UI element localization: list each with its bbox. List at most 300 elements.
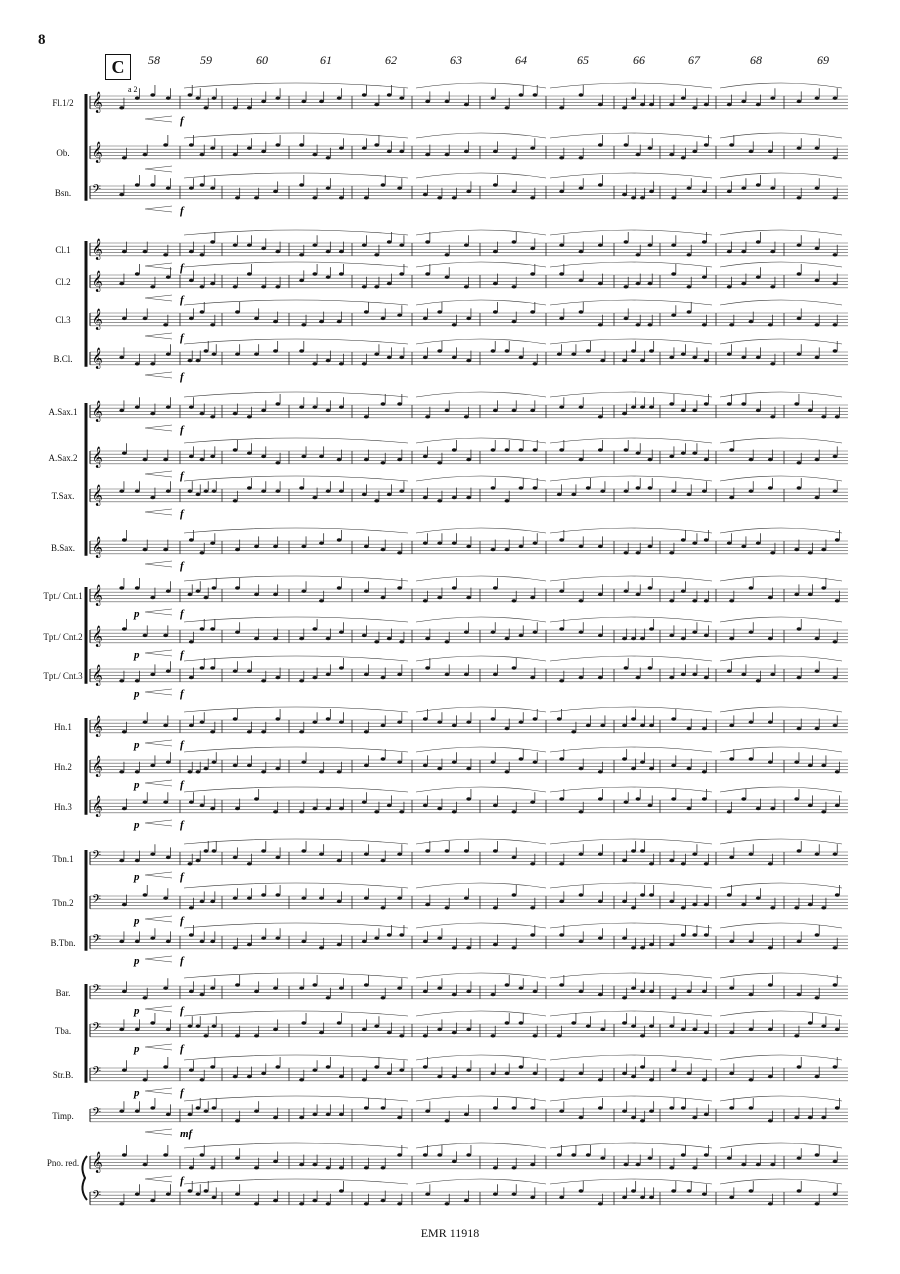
slur [184, 300, 408, 305]
notehead [235, 586, 240, 589]
notehead [210, 1065, 215, 1068]
notehead [299, 987, 304, 990]
notehead [579, 810, 584, 813]
treble-clef: 𝄞 [92, 1152, 103, 1173]
notehead [261, 285, 266, 288]
notehead [399, 640, 404, 643]
notehead [445, 100, 450, 103]
notehead [681, 1028, 686, 1031]
instrument-label: B.Sax. [50, 543, 75, 553]
notehead [387, 493, 392, 496]
crescendo-hairpin [145, 295, 172, 301]
notehead [464, 244, 469, 247]
notehead [364, 196, 369, 199]
notehead [815, 279, 820, 282]
notehead [381, 402, 386, 405]
notehead [423, 940, 428, 943]
notehead [579, 156, 584, 159]
notehead [196, 493, 201, 496]
instrument-label: Cl.3 [55, 315, 71, 325]
notehead [204, 349, 209, 352]
notehead [491, 548, 496, 551]
notehead [452, 761, 457, 764]
notehead [636, 593, 641, 596]
notehead [235, 1157, 240, 1160]
slur [416, 787, 546, 792]
notehead [466, 190, 471, 193]
notehead [559, 627, 564, 630]
notehead [437, 349, 442, 352]
notehead [636, 452, 641, 455]
notehead [631, 196, 636, 199]
notehead [833, 97, 838, 100]
notehead [210, 730, 215, 733]
notehead [466, 797, 471, 800]
notehead [301, 761, 306, 764]
notehead [559, 272, 564, 275]
notehead [374, 285, 379, 288]
notehead [188, 1025, 193, 1028]
notehead [339, 490, 344, 493]
notehead [374, 103, 379, 106]
notehead [166, 761, 171, 764]
notehead [571, 353, 576, 356]
notehead [275, 461, 280, 464]
notehead [808, 804, 813, 807]
instrument-label: A.Sax.2 [48, 453, 78, 463]
slur [720, 133, 842, 138]
notehead [189, 801, 194, 804]
notehead [649, 1025, 654, 1028]
notehead [729, 1031, 734, 1034]
notehead [702, 1078, 707, 1081]
notehead [364, 983, 369, 986]
notehead [649, 349, 654, 352]
notehead [622, 1072, 627, 1075]
notehead [299, 1163, 304, 1166]
notehead [339, 807, 344, 810]
notehead [559, 106, 564, 109]
bass-clef: 𝄢 [92, 1021, 102, 1037]
notehead [797, 940, 802, 943]
notehead [261, 849, 266, 852]
measure-number-63: 63 [450, 53, 462, 67]
notehead [505, 448, 510, 451]
notehead [600, 724, 605, 727]
notehead [339, 250, 344, 253]
notehead [493, 282, 498, 285]
notehead [374, 937, 379, 940]
notehead [797, 1189, 802, 1192]
crescendo-hairpin [145, 689, 172, 695]
notehead [512, 320, 517, 323]
notehead [247, 1075, 252, 1078]
notehead [261, 893, 266, 896]
notehead [749, 757, 754, 760]
notehead [437, 987, 442, 990]
notehead [624, 490, 629, 493]
notehead [729, 323, 734, 326]
notehead [135, 859, 140, 862]
notehead [530, 906, 535, 909]
notehead [622, 757, 627, 760]
notehead [150, 596, 155, 599]
notehead [275, 717, 280, 720]
slur [720, 707, 842, 712]
notehead [649, 990, 654, 993]
slur [184, 839, 408, 844]
notehead [150, 285, 155, 288]
notehead [648, 1157, 653, 1160]
notehead [768, 1119, 773, 1122]
slur [550, 656, 712, 661]
notehead [530, 1163, 535, 1166]
notehead [374, 499, 379, 502]
notehead [586, 1025, 591, 1028]
notehead [437, 461, 442, 464]
notehead [464, 897, 469, 900]
notehead [579, 631, 584, 634]
notehead [729, 724, 734, 727]
notehead [364, 1202, 369, 1205]
notehead [598, 448, 603, 451]
notehead [210, 455, 215, 458]
notehead [631, 97, 636, 100]
notehead [649, 862, 654, 865]
treble-clef: 𝄞 [92, 271, 103, 292]
notehead [425, 849, 430, 852]
notehead [189, 676, 194, 679]
notehead [423, 1153, 428, 1156]
notehead [122, 627, 127, 630]
notehead [425, 1110, 430, 1113]
notehead [579, 310, 584, 313]
notehead [235, 807, 240, 810]
notehead [533, 717, 538, 720]
notehead [399, 1069, 404, 1072]
slur [184, 339, 408, 344]
dynamic-marking: f [180, 779, 184, 791]
notehead [729, 1072, 734, 1075]
notehead [519, 93, 524, 96]
notehead [466, 317, 471, 320]
notehead [729, 143, 734, 146]
slur [720, 1011, 842, 1016]
notehead [622, 900, 627, 903]
notehead [530, 310, 535, 313]
dynamic-marking: f [180, 649, 184, 661]
notehead [464, 631, 469, 634]
notehead [437, 499, 442, 502]
notehead [337, 538, 342, 541]
notehead [247, 106, 252, 109]
slur [184, 133, 408, 138]
notehead [452, 1075, 457, 1078]
notehead [833, 1160, 838, 1163]
notehead [598, 770, 603, 773]
notehead [815, 458, 820, 461]
notehead [749, 631, 754, 634]
notehead [261, 409, 266, 412]
instrument-label: Tbn.1 [52, 854, 74, 864]
notehead [649, 190, 654, 193]
notehead [150, 764, 155, 767]
notehead [319, 1031, 324, 1034]
notehead [135, 490, 140, 493]
notehead [622, 1110, 627, 1113]
notehead [122, 730, 127, 733]
notehead [833, 640, 838, 643]
notehead [437, 196, 442, 199]
notehead [233, 670, 238, 673]
treble-clef: 𝄞 [92, 485, 103, 506]
notehead [339, 987, 344, 990]
notehead [254, 196, 259, 199]
notehead [189, 317, 194, 320]
dynamic-marking: f [180, 115, 184, 127]
notehead [741, 282, 746, 285]
notehead [233, 448, 238, 451]
notehead [312, 1113, 317, 1116]
notehead [669, 103, 674, 106]
notehead [397, 897, 402, 900]
notehead [135, 406, 140, 409]
notehead [821, 1025, 826, 1028]
notehead [671, 314, 676, 317]
notehead [200, 285, 205, 288]
notehead [235, 196, 240, 199]
dynamic-marking: p [134, 739, 140, 751]
treble-clef: 𝄞 [92, 537, 103, 558]
slur [720, 617, 842, 622]
notehead [624, 590, 629, 593]
notehead [312, 676, 317, 679]
notehead [648, 545, 653, 548]
notehead [299, 1116, 304, 1119]
notehead [768, 637, 773, 640]
notehead [163, 801, 168, 804]
notehead [727, 250, 732, 253]
notehead [571, 730, 576, 733]
notehead [835, 893, 840, 896]
notehead [770, 807, 775, 810]
slur [416, 83, 546, 88]
notehead [163, 724, 168, 727]
notehead [337, 320, 342, 323]
notehead [756, 897, 761, 900]
notehead [797, 627, 802, 630]
dynamic-marking: f [180, 424, 184, 436]
notehead [273, 545, 278, 548]
notehead [622, 412, 627, 415]
notehead [797, 353, 802, 356]
notehead [491, 1072, 496, 1075]
slur [416, 1096, 546, 1101]
notehead [204, 767, 209, 770]
notehead [671, 996, 676, 999]
notehead [150, 853, 155, 856]
crescendo-hairpin [145, 872, 172, 878]
notehead [815, 727, 820, 730]
notehead [210, 1166, 215, 1169]
notehead [756, 103, 761, 106]
notehead [770, 285, 775, 288]
notehead [505, 548, 510, 551]
notehead [598, 323, 603, 326]
notehead [704, 599, 709, 602]
notehead [512, 1193, 517, 1196]
notehead [636, 797, 641, 800]
slur [550, 1055, 712, 1060]
notehead [741, 100, 746, 103]
notehead [452, 356, 457, 359]
notehead [299, 486, 304, 489]
notehead [312, 1069, 317, 1072]
notehead [533, 448, 538, 451]
notehead [200, 900, 205, 903]
notehead [704, 634, 709, 637]
slur [184, 83, 408, 88]
notehead [512, 893, 517, 896]
notehead [189, 143, 194, 146]
notehead [749, 1028, 754, 1031]
notehead [143, 721, 148, 724]
notehead [381, 548, 386, 551]
notehead [143, 1163, 148, 1166]
notehead [640, 893, 645, 896]
notehead [669, 402, 674, 405]
notehead [815, 187, 820, 190]
notehead [275, 676, 280, 679]
notehead [756, 356, 761, 359]
notehead [200, 551, 205, 554]
notehead [794, 797, 799, 800]
notehead [362, 1028, 367, 1031]
notehead [833, 853, 838, 856]
slur [720, 787, 842, 792]
notehead [326, 1065, 331, 1068]
notehead [337, 770, 342, 773]
notehead [189, 906, 194, 909]
notehead [364, 1166, 369, 1169]
notehead [815, 247, 820, 250]
notehead [505, 499, 510, 502]
notehead [166, 353, 171, 356]
notehead [381, 1166, 386, 1169]
notehead [598, 103, 603, 106]
instrument-label: Str.B. [52, 1070, 74, 1080]
notehead [559, 757, 564, 760]
notehead [143, 548, 148, 551]
notehead [188, 1113, 193, 1116]
notehead [756, 276, 761, 279]
notehead [649, 767, 654, 770]
notehead [425, 1193, 430, 1196]
notehead [815, 933, 820, 936]
notehead [669, 900, 674, 903]
notehead [261, 100, 266, 103]
notehead [649, 627, 654, 630]
notehead [557, 1034, 562, 1037]
rehearsal-mark: C [105, 54, 131, 80]
notehead [135, 97, 140, 100]
notehead [833, 724, 838, 727]
notehead [452, 323, 457, 326]
notehead [579, 545, 584, 548]
notehead [122, 317, 127, 320]
notehead [631, 406, 636, 409]
notehead [768, 1075, 773, 1078]
notehead [797, 1065, 802, 1068]
notehead [301, 849, 306, 852]
notehead [362, 801, 367, 804]
notehead [423, 990, 428, 993]
notehead [519, 757, 524, 760]
notehead [704, 359, 709, 362]
notehead [299, 253, 304, 256]
notehead [452, 724, 457, 727]
measure-number-61: 61 [320, 53, 332, 67]
notehead [600, 1028, 605, 1031]
notehead [835, 804, 840, 807]
slur [550, 83, 712, 88]
crescendo-hairpin [145, 1088, 172, 1094]
slur [416, 528, 546, 533]
slur [416, 476, 546, 481]
slur [184, 883, 408, 888]
notehead [452, 993, 457, 996]
notehead [163, 987, 168, 990]
slur [416, 839, 546, 844]
notehead [319, 853, 324, 856]
notehead [756, 240, 761, 243]
notehead [261, 490, 266, 493]
notehead [299, 349, 304, 352]
notehead [833, 156, 838, 159]
notehead [189, 250, 194, 253]
notehead [729, 1196, 734, 1199]
notehead [598, 1202, 603, 1205]
notehead [797, 100, 802, 103]
slur [416, 656, 546, 661]
notehead [423, 804, 428, 807]
notehead [770, 1163, 775, 1166]
notehead [636, 253, 641, 256]
notehead [681, 637, 686, 640]
crescendo-hairpin [145, 425, 172, 431]
notehead [399, 150, 404, 153]
notehead [466, 990, 471, 993]
notehead [425, 240, 430, 243]
notehead [319, 542, 324, 545]
slur [550, 1096, 712, 1101]
notehead [704, 143, 709, 146]
notehead [204, 1110, 209, 1113]
notehead [598, 1078, 603, 1081]
notehead [727, 402, 732, 405]
notehead [275, 1065, 280, 1068]
notehead [301, 940, 306, 943]
notehead [631, 1116, 636, 1119]
notehead [326, 673, 331, 676]
notehead [704, 103, 709, 106]
treble-clef: 𝄞 [92, 585, 103, 606]
slur [550, 1143, 712, 1148]
notehead [452, 586, 457, 589]
notehead [312, 1199, 317, 1202]
notehead [741, 187, 746, 190]
slur [550, 1011, 712, 1016]
